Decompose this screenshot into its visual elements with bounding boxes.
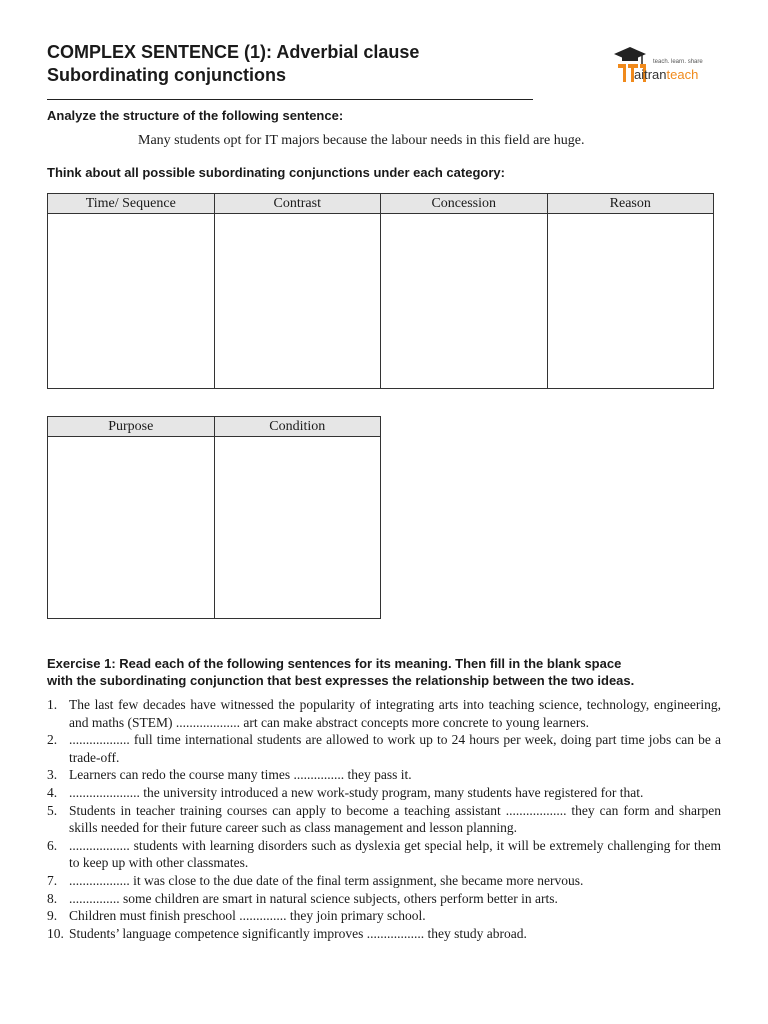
conjunction-table-1	[47, 193, 714, 389]
exercise-item	[47, 696, 721, 731]
item-number: 6.	[47, 837, 58, 853]
answer-cell-concession[interactable]	[381, 214, 548, 389]
item-text: Students in teacher training courses can apply to become a teaching assistant .................. they can form and sharpen skills needed for their future career such as class management and lesson planning.	[69, 802, 721, 836]
item-text: .................. it was close to the due date of the final term assignment, she became more nervous.	[69, 872, 584, 888]
page-title	[47, 41, 419, 87]
categories-instruction: Think about all possible subordinating conjunctions under each category:	[47, 165, 505, 180]
exercise-item	[47, 925, 721, 943]
exercise-item	[47, 802, 721, 837]
title-divider	[47, 99, 533, 100]
answer-cell-time-sequence[interactable]	[48, 214, 215, 389]
header-concession: Concession	[381, 194, 548, 214]
logo-word-part-1: aitran	[634, 67, 667, 82]
item-number: 9.	[47, 908, 58, 924]
exercise-item	[47, 731, 721, 766]
item-text: ............... some children are smart in natural science subjects, others perform better in arts.	[69, 890, 558, 906]
answer-cell-purpose[interactable]	[48, 437, 215, 619]
title-line-1: COMPLEX SENTENCE (1): Adverbial clause	[47, 42, 420, 62]
exercise-item	[47, 872, 721, 890]
exercise-item	[47, 907, 721, 925]
item-number: 7.	[47, 872, 58, 888]
exercise-item	[47, 890, 721, 908]
answer-cell-contrast[interactable]	[214, 214, 381, 389]
title-line-2: Subordinating conjunctions	[47, 65, 286, 85]
logo-wordmark	[634, 67, 698, 82]
exercise-item	[47, 784, 721, 802]
exercise-heading-line-2: with the subordinating conjunction that best expresses the relationship between the two ideas.	[47, 673, 635, 688]
item-number: 1.	[47, 697, 58, 712]
analyze-sentence: Many students opt for IT majors because the labour needs in this field are huge.	[138, 133, 585, 148]
item-text: .................. full time international students are allowed to work up to 24 hours per week, doing part time jobs can be a trade-off.	[69, 732, 721, 765]
answer-cell-condition[interactable]	[214, 437, 381, 619]
analyze-instruction: Analyze the structure of the following sentence:	[47, 108, 344, 123]
header-purpose: Purpose	[48, 417, 215, 437]
item-number: 10.	[47, 925, 64, 941]
answer-cell-reason[interactable]	[547, 214, 714, 389]
item-text: .................. students with learning disorders such as dyslexia get special help, it will be extremely challenging for them to keep up with other classmates.	[69, 837, 721, 871]
item-number: 8.	[47, 890, 58, 906]
exercise-list	[47, 696, 721, 942]
header-condition: Condition	[214, 417, 381, 437]
item-number: 4.	[47, 784, 58, 800]
item-text: ..................... the university introduced a new work-study program, many students have registered for that.	[69, 784, 644, 800]
exercise-heading-line-1: Exercise 1: Read each of the following sentences for its meaning. Then fill in the blank space	[47, 656, 622, 671]
header-time-sequence: Time/ Sequence	[48, 194, 215, 214]
brand-logo	[612, 44, 722, 90]
logo-word-part-2: teach	[666, 67, 699, 82]
conjunction-table-2	[47, 416, 381, 619]
item-text: The last few decades have witnessed the popularity of integrating arts into teaching science, technology, engineering, and maths (STEM) ................... art can make abstract concepts more concrete to young learners.	[69, 697, 721, 730]
item-number: 3.	[47, 767, 58, 783]
header-contrast: Contrast	[214, 194, 381, 214]
item-number: 5.	[47, 802, 58, 818]
exercise-item	[47, 837, 721, 872]
exercise-heading	[47, 655, 634, 689]
item-number: 2.	[47, 732, 58, 748]
item-text: Children must finish preschool .............. they join primary school.	[69, 908, 426, 924]
header-reason: Reason	[547, 194, 714, 214]
item-text: Students’ language competence significantly improves ................. they study abroad.	[69, 925, 527, 941]
logo-tagline: teach. learn. share	[653, 59, 703, 65]
exercise-item	[47, 766, 721, 784]
item-text: Learners can redo the course many times ............... they pass it.	[69, 767, 412, 783]
